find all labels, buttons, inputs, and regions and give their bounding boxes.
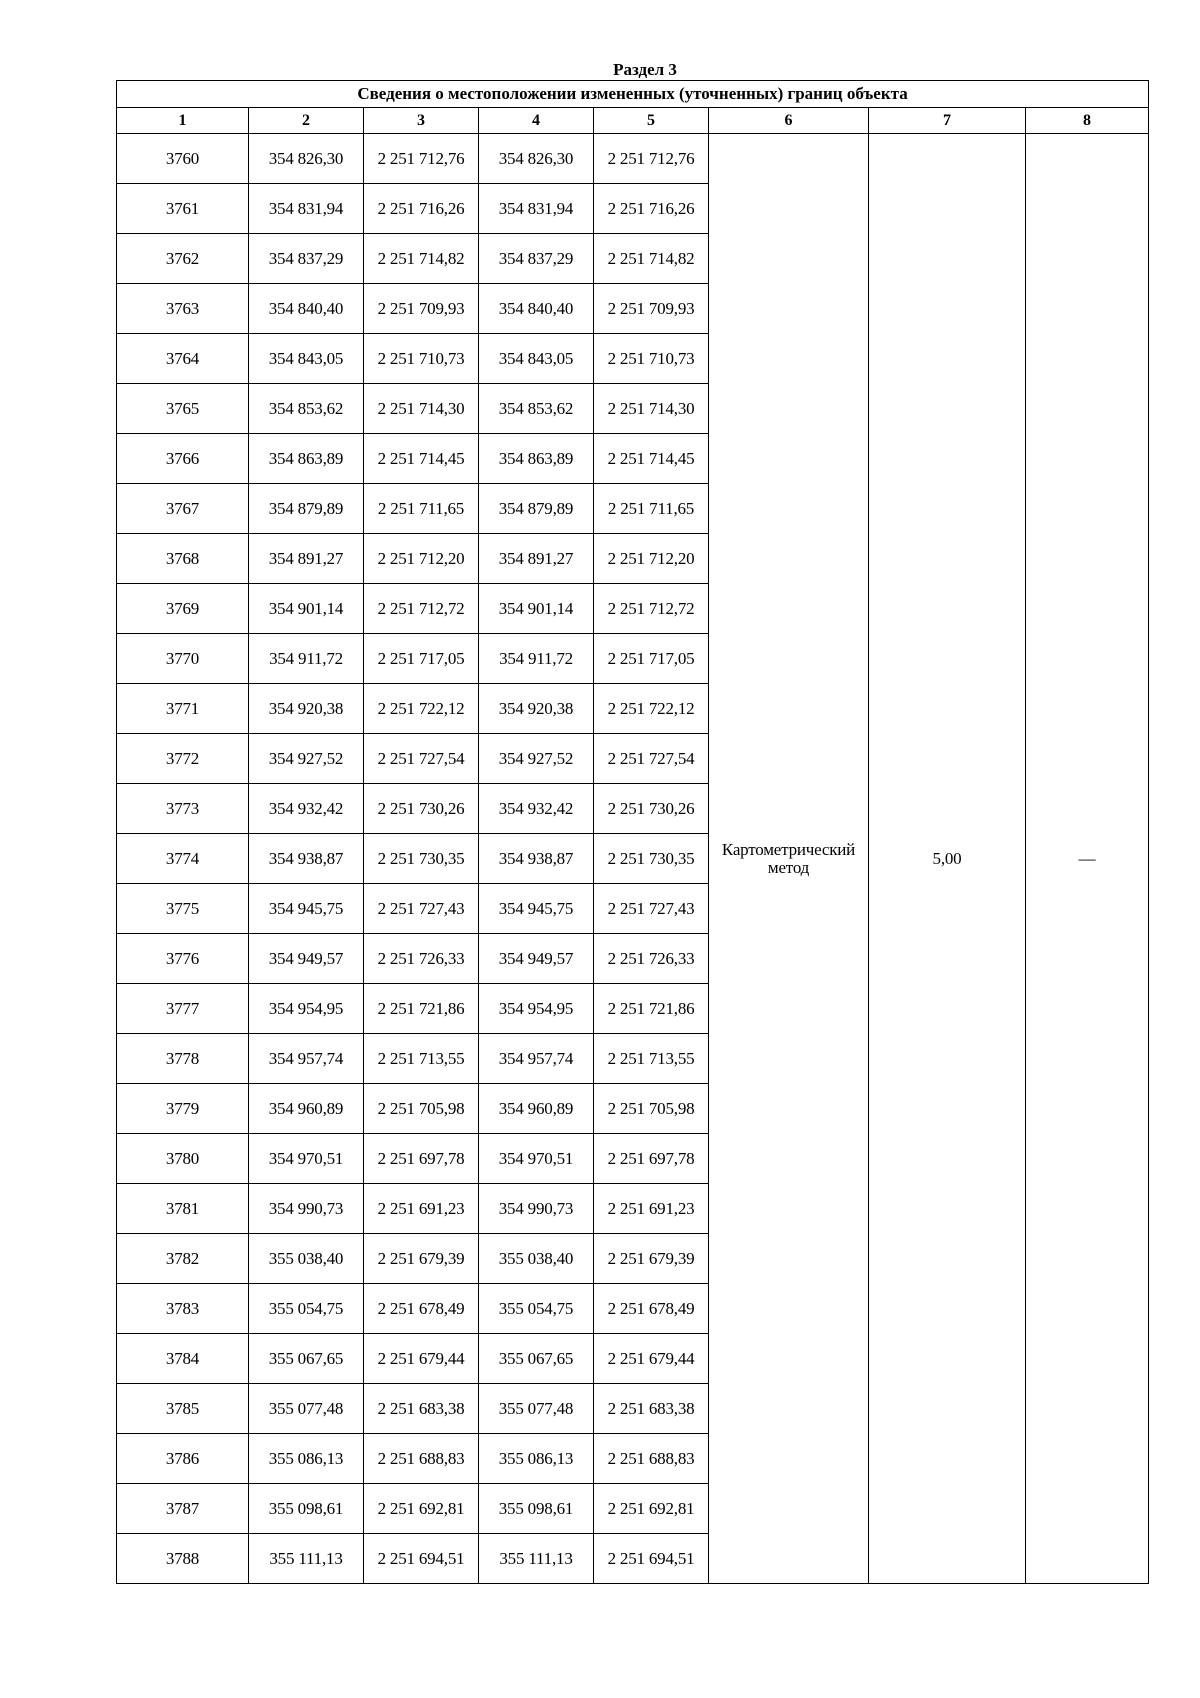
x-existing-cell: 355 086,13	[249, 1434, 364, 1484]
y-refined-cell: 2 251 683,38	[594, 1384, 709, 1434]
y-existing-cell: 2 251 697,78	[364, 1134, 479, 1184]
x-existing-cell: 354 901,14	[249, 584, 364, 634]
x-refined-cell: 355 098,61	[479, 1484, 594, 1534]
point-number-cell: 3768	[117, 534, 249, 584]
x-existing-cell: 354 840,40	[249, 284, 364, 334]
point-number-cell: 3769	[117, 584, 249, 634]
x-existing-cell: 354 960,89	[249, 1084, 364, 1134]
x-existing-cell: 354 945,75	[249, 884, 364, 934]
column-number: 2	[249, 108, 364, 134]
y-refined-cell: 2 251 711,65	[594, 484, 709, 534]
x-existing-cell: 354 831,94	[249, 184, 364, 234]
y-refined-cell: 2 251 679,44	[594, 1334, 709, 1384]
x-refined-cell: 354 826,30	[479, 134, 594, 184]
y-existing-cell: 2 251 712,20	[364, 534, 479, 584]
point-number-cell: 3788	[117, 1534, 249, 1584]
y-existing-cell: 2 251 709,93	[364, 284, 479, 334]
y-existing-cell: 2 251 716,26	[364, 184, 479, 234]
y-existing-cell: 2 251 721,86	[364, 984, 479, 1034]
y-refined-cell: 2 251 678,49	[594, 1284, 709, 1334]
y-existing-cell: 2 251 717,05	[364, 634, 479, 684]
description-cell: —	[1026, 134, 1149, 1584]
y-existing-cell: 2 251 678,49	[364, 1284, 479, 1334]
point-number-cell: 3779	[117, 1084, 249, 1134]
x-existing-cell: 354 927,52	[249, 734, 364, 784]
y-refined-cell: 2 251 717,05	[594, 634, 709, 684]
y-refined-cell: 2 251 726,33	[594, 934, 709, 984]
point-number-cell: 3767	[117, 484, 249, 534]
y-refined-cell: 2 251 688,83	[594, 1434, 709, 1484]
point-number-cell: 3770	[117, 634, 249, 684]
x-existing-cell: 355 038,40	[249, 1234, 364, 1284]
point-number-cell: 3761	[117, 184, 249, 234]
x-existing-cell: 355 098,61	[249, 1484, 364, 1534]
y-refined-cell: 2 251 709,93	[594, 284, 709, 334]
y-existing-cell: 2 251 712,76	[364, 134, 479, 184]
y-existing-cell: 2 251 727,54	[364, 734, 479, 784]
x-existing-cell: 354 990,73	[249, 1184, 364, 1234]
x-existing-cell: 354 891,27	[249, 534, 364, 584]
accuracy-cell: 5,00	[869, 134, 1026, 1584]
column-number: 3	[364, 108, 479, 134]
x-existing-cell: 354 843,05	[249, 334, 364, 384]
x-existing-cell: 354 920,38	[249, 684, 364, 734]
y-refined-cell: 2 251 714,45	[594, 434, 709, 484]
point-number-cell: 3775	[117, 884, 249, 934]
y-existing-cell: 2 251 730,35	[364, 834, 479, 884]
x-refined-cell: 354 970,51	[479, 1134, 594, 1184]
x-refined-cell: 354 920,38	[479, 684, 594, 734]
y-refined-cell: 2 251 712,72	[594, 584, 709, 634]
y-existing-cell: 2 251 683,38	[364, 1384, 479, 1434]
y-refined-cell: 2 251 712,76	[594, 134, 709, 184]
y-existing-cell: 2 251 692,81	[364, 1484, 479, 1534]
x-refined-cell: 354 853,62	[479, 384, 594, 434]
x-refined-cell: 354 891,27	[479, 534, 594, 584]
method-cell: Картометрический метод	[709, 134, 869, 1584]
x-refined-cell: 354 957,74	[479, 1034, 594, 1084]
y-existing-cell: 2 251 714,82	[364, 234, 479, 284]
y-refined-cell: 2 251 713,55	[594, 1034, 709, 1084]
x-refined-cell: 354 938,87	[479, 834, 594, 884]
y-refined-cell: 2 251 697,78	[594, 1134, 709, 1184]
point-number-cell: 3786	[117, 1434, 249, 1484]
column-number: 6	[709, 108, 869, 134]
y-existing-cell: 2 251 722,12	[364, 684, 479, 734]
x-existing-cell: 354 826,30	[249, 134, 364, 184]
y-refined-cell: 2 251 705,98	[594, 1084, 709, 1134]
section-heading: Раздел 3	[613, 60, 677, 79]
point-number-cell: 3787	[117, 1484, 249, 1534]
point-number-cell: 3781	[117, 1184, 249, 1234]
column-number: 1	[117, 108, 249, 134]
x-existing-cell: 354 970,51	[249, 1134, 364, 1184]
x-existing-cell: 354 954,95	[249, 984, 364, 1034]
y-refined-cell: 2 251 714,30	[594, 384, 709, 434]
point-number-cell: 3766	[117, 434, 249, 484]
point-number-cell: 3762	[117, 234, 249, 284]
x-existing-cell: 355 067,65	[249, 1334, 364, 1384]
point-number-cell: 3765	[117, 384, 249, 434]
y-existing-cell: 2 251 691,23	[364, 1184, 479, 1234]
x-existing-cell: 354 863,89	[249, 434, 364, 484]
x-existing-cell: 355 054,75	[249, 1284, 364, 1334]
point-number-cell: 3784	[117, 1334, 249, 1384]
point-number-cell: 3772	[117, 734, 249, 784]
point-number-cell: 3764	[117, 334, 249, 384]
y-existing-cell: 2 251 710,73	[364, 334, 479, 384]
table-body	[117, 134, 1149, 1584]
x-refined-cell: 355 077,48	[479, 1384, 594, 1434]
point-number-cell: 3760	[117, 134, 249, 184]
x-refined-cell: 354 837,29	[479, 234, 594, 284]
y-existing-cell: 2 251 705,98	[364, 1084, 479, 1134]
point-number-cell: 3777	[117, 984, 249, 1034]
point-number-cell: 3771	[117, 684, 249, 734]
x-existing-cell: 355 077,48	[249, 1384, 364, 1434]
y-refined-cell: 2 251 716,26	[594, 184, 709, 234]
y-refined-cell: 2 251 721,86	[594, 984, 709, 1034]
column-number-row	[117, 108, 1149, 134]
y-refined-cell: 2 251 679,39	[594, 1234, 709, 1284]
column-number: 8	[1026, 108, 1149, 134]
x-refined-cell: 354 945,75	[479, 884, 594, 934]
x-refined-cell: 354 932,42	[479, 784, 594, 834]
point-number-cell: 3763	[117, 284, 249, 334]
x-refined-cell: 354 960,89	[479, 1084, 594, 1134]
point-number-cell: 3776	[117, 934, 249, 984]
point-number-cell: 3780	[117, 1134, 249, 1184]
x-refined-cell: 354 840,40	[479, 284, 594, 334]
x-refined-cell: 354 831,94	[479, 184, 594, 234]
x-existing-cell: 354 879,89	[249, 484, 364, 534]
x-refined-cell: 355 086,13	[479, 1434, 594, 1484]
y-refined-cell: 2 251 730,26	[594, 784, 709, 834]
y-existing-cell: 2 251 714,30	[364, 384, 479, 434]
x-refined-cell: 354 901,14	[479, 584, 594, 634]
y-existing-cell: 2 251 714,45	[364, 434, 479, 484]
y-refined-cell: 2 251 714,82	[594, 234, 709, 284]
x-existing-cell: 354 853,62	[249, 384, 364, 434]
y-existing-cell: 2 251 711,65	[364, 484, 479, 534]
x-refined-cell: 355 067,65	[479, 1334, 594, 1384]
x-refined-cell: 354 949,57	[479, 934, 594, 984]
x-existing-cell: 355 111,13	[249, 1534, 364, 1584]
y-refined-cell: 2 251 691,23	[594, 1184, 709, 1234]
column-number: 7	[869, 108, 1026, 134]
x-existing-cell: 354 932,42	[249, 784, 364, 834]
y-existing-cell: 2 251 713,55	[364, 1034, 479, 1084]
y-refined-cell: 2 251 730,35	[594, 834, 709, 884]
y-refined-cell: 2 251 727,54	[594, 734, 709, 784]
x-refined-cell: 354 911,72	[479, 634, 594, 684]
y-existing-cell: 2 251 688,83	[364, 1434, 479, 1484]
x-refined-cell: 355 038,40	[479, 1234, 594, 1284]
x-refined-cell: 354 954,95	[479, 984, 594, 1034]
x-refined-cell: 354 879,89	[479, 484, 594, 534]
point-number-cell: 3783	[117, 1284, 249, 1334]
point-number-cell: 3778	[117, 1034, 249, 1084]
y-existing-cell: 2 251 679,39	[364, 1234, 479, 1284]
y-existing-cell: 2 251 730,26	[364, 784, 479, 834]
y-existing-cell: 2 251 679,44	[364, 1334, 479, 1384]
x-existing-cell: 354 837,29	[249, 234, 364, 284]
point-number-cell: 3785	[117, 1384, 249, 1434]
y-refined-cell: 2 251 694,51	[594, 1534, 709, 1584]
y-refined-cell: 2 251 710,73	[594, 334, 709, 384]
column-number: 5	[594, 108, 709, 134]
y-existing-cell: 2 251 712,72	[364, 584, 479, 634]
x-refined-cell: 354 863,89	[479, 434, 594, 484]
table-row	[117, 134, 1149, 184]
x-refined-cell: 354 927,52	[479, 734, 594, 784]
x-refined-cell: 355 111,13	[479, 1534, 594, 1584]
y-existing-cell: 2 251 727,43	[364, 884, 479, 934]
table-title: Сведения о местоположении измененных (уточненных) границ объекта	[117, 81, 1149, 108]
y-existing-cell: 2 251 694,51	[364, 1534, 479, 1584]
point-number-cell: 3773	[117, 784, 249, 834]
y-refined-cell: 2 251 727,43	[594, 884, 709, 934]
y-refined-cell: 2 251 692,81	[594, 1484, 709, 1534]
x-refined-cell: 355 054,75	[479, 1284, 594, 1334]
x-existing-cell: 354 957,74	[249, 1034, 364, 1084]
y-refined-cell: 2 251 722,12	[594, 684, 709, 734]
x-refined-cell: 354 843,05	[479, 334, 594, 384]
x-existing-cell: 354 911,72	[249, 634, 364, 684]
point-number-cell: 3782	[117, 1234, 249, 1284]
boundary-table	[116, 80, 1149, 1584]
x-refined-cell: 354 990,73	[479, 1184, 594, 1234]
column-number: 4	[479, 108, 594, 134]
y-existing-cell: 2 251 726,33	[364, 934, 479, 984]
point-number-cell: 3774	[117, 834, 249, 884]
y-refined-cell: 2 251 712,20	[594, 534, 709, 584]
x-existing-cell: 354 938,87	[249, 834, 364, 884]
x-existing-cell: 354 949,57	[249, 934, 364, 984]
